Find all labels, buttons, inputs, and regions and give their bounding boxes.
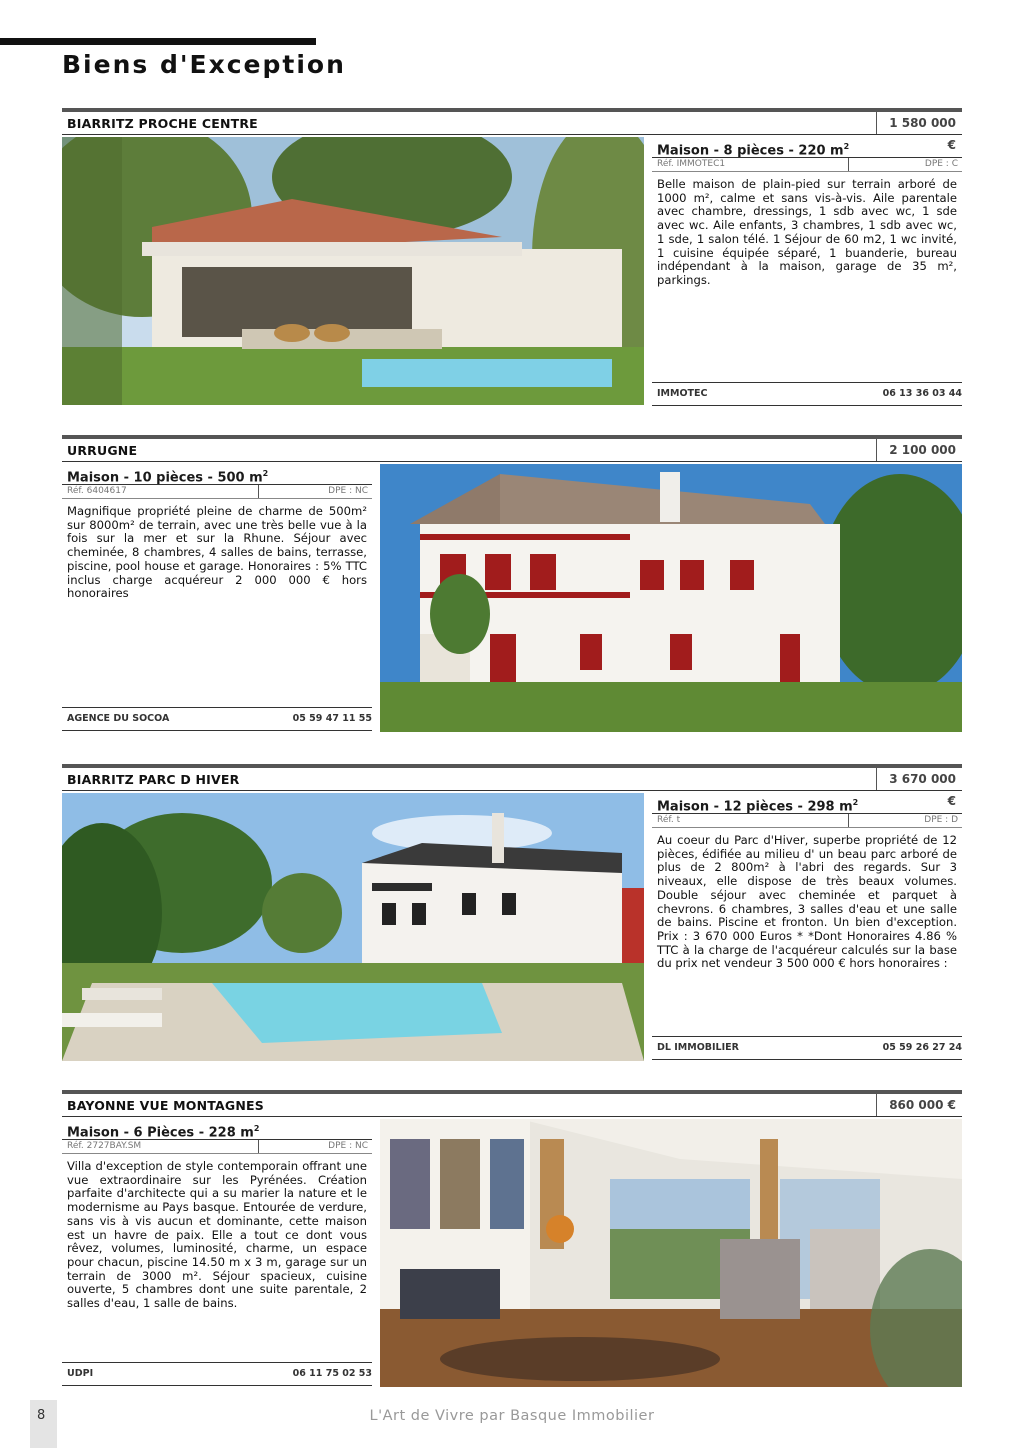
property-description: Villa d'exception de style contemporain offrant une vue extraordinaire sur les Pyrénées. Création parfaite d'architecte qui a su marier la nature et le modernisme au Pays basque. Entourée de verdure, sans vis à vis aucun et dominante, cette maison est un havre de paix. Elle a tout ce dont vous rêvez, volumes, luminosité, charme, un espace pour chacun, piscine 14.50 m x 3 m, garage sur un terrain de 3000 m². Séjour spacieux, cuisine ouverte, 5 chambres dont une suite parentale, 2 salles d'eau, 1 salle de bains. [67,1159,367,1311]
agency-row [62,707,372,731]
listing-price: 3 670 000 € [876,768,962,790]
listing-header [62,1090,962,1117]
property-description: Magnifique propriété pleine de charme de 500m² sur 8000m² de terrain, avec une très belle vue à la fois sur la mer et sur la Rhune. Séjour avec cheminée, 8 chambres, 4 salles de bains, terrasse, piscine, pool house et garage. Honoraires : 5% TTC inclus charge acquéreur 2 000 000 € hors honoraires [67,504,367,601]
agency-name: DL IMMOBILIER [657,1042,739,1053]
listing-header [62,435,962,462]
property-photo [62,137,644,405]
page-title: Biens d'Exception [62,50,346,79]
property-photo [380,464,962,732]
reference-number: Réf. 2727BAY.SM [67,1141,142,1151]
agency-row [652,382,962,406]
property-description: Belle maison de plain-pied sur terrain arboré de 1000 m², calme et sans vis-à-vis. Aile parentale avec chambre, dressings, 1 sdb avec wc, 1 sde avec wc. Aile enfants, 3 chambres, 1 sdb avec wc, 1 sde, 1 salon télé. 1 Séjour de 60 m2, 1 wc invité, 1 cuisine équipée séparé, 1 buanderie, bureau indépendant à la maison, garage de 35 m², parkings. [657,177,957,287]
property-type: Maison - 8 pièces - 220 $m^2$ [657,142,850,159]
agency-name: IMMOTEC [657,388,708,399]
reference-row [652,813,962,828]
agency-row [62,1362,372,1386]
agency-phone[interactable]: 06 11 75 02 53 [292,1368,372,1379]
reference-number: Réf. 6404617 [67,486,127,496]
reference-row [62,484,372,499]
page-number: 8 [37,1408,46,1423]
agency-name: AGENCE DU SOCOA [67,713,170,724]
listing-bayonne-vue-montagnes [62,1090,962,1388]
listing-price: 1 580 000 € [876,112,962,134]
listing-location: URRUGNE [67,443,138,458]
listing-details [62,464,372,704]
reference-number: Réf. t [657,815,681,825]
property-photo [380,1119,962,1387]
agency-name: UDPI [67,1368,94,1379]
footer-tagline: L'Art de Vivre par Basque Immobilier [369,1408,655,1424]
dpe-rating: DPE : NC [258,1140,372,1153]
property-photo [62,793,644,1061]
agency-row [652,1036,962,1060]
dpe-rating: DPE : C [848,158,962,171]
listing-price: 860 000 € [876,1094,962,1116]
listing-location: BIARRITZ PARC D HIVER [67,772,240,787]
listing-biarritz-parc-d-hiver [62,764,962,1062]
top-accent-bar [0,38,316,45]
agency-phone[interactable]: 05 59 47 11 55 [292,713,372,724]
listing-details [62,1119,372,1359]
agency-phone[interactable]: 05 59 26 27 24 [882,1042,962,1053]
dpe-rating: DPE : NC [258,485,372,498]
listing-location: BAYONNE VUE MONTAGNES [67,1098,264,1113]
dpe-rating: DPE : D [848,814,962,827]
property-type: Maison - 6 Pièces - 228 $m^2$ [67,1124,260,1141]
reference-row [652,157,962,172]
agency-phone[interactable]: 06 13 36 03 44 [882,388,962,399]
reference-number: Réf. IMMOTEC1 [657,159,726,169]
listing-details [652,137,962,377]
listing-details [652,793,962,1033]
property-description: Au coeur du Parc d'Hiver, superbe propriété de 12 pièces, édifiée au milieu d' un beau parc arboré de plus de 2 800m² à l'abri des regards. Sur 3 niveaux, elle dispose de très beaux volumes. Double séjour avec cheminée et parquet à chevrons. 6 chambres, 3 salles d'eau et une salle de bains. Piscine et fronton. Un bien d'exception. Prix : 3 670 000 Euros * *Dont Honoraires 4.86 % TTC à la charge de l'acquéreur calculés sur la base du prix net vendeur 3 500 000 € hors honoraires : [657,833,957,971]
reference-row [62,1139,372,1154]
listing-price: 2 100 000 [876,439,962,461]
property-type: Maison - 12 pièces - 298 $m^2$ [657,798,859,815]
listing-biarritz-proche-centre [62,108,962,406]
property-type: Maison - 10 pièces - 500 $m^2$ [67,469,269,486]
listing-urrugne [62,435,962,733]
listing-location: BIARRITZ PROCHE CENTRE [67,116,258,131]
